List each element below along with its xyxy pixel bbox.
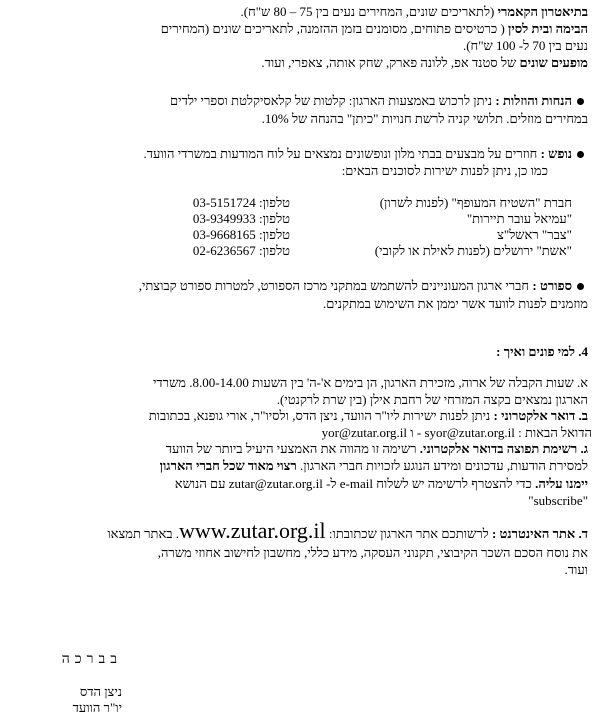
sport-text: חברי ארגון המעוניינים להשתמש במתקני מרכז הספורט, למטרות ספורט קבוצתי, (138, 278, 533, 293)
website-link[interactable]: www.zutar.org.il (179, 518, 326, 543)
section-c-line-1 (4, 441, 588, 457)
sport-line-1 (4, 278, 572, 294)
agency-name: חברת "השטיח המעופף" (לפנות לשרון) (379, 195, 572, 210)
section-a-line-1: א. שעות הקבלה של ארוה, מזכירת הארגון, הן בימים א'-ה' בין השעות 8.00-14.00. משרדי (153, 375, 588, 390)
discounts-label: הנחות והוזלות : (495, 93, 572, 108)
section-b-line-1 (4, 408, 588, 424)
section-c-line-2 (4, 458, 588, 474)
agency-name: "אשת" ירושלים (לפנות לאילת או לקובי) (374, 243, 572, 258)
agency-name: "צבר" ראשל"צ (497, 227, 572, 242)
vacation-line-1 (4, 146, 572, 162)
mailing-list-label: ג. רשימת תפוצה בדואר אלקטרוני. (419, 441, 588, 456)
website-text: לרשותכם אתר הארגון שכתובתו: (325, 526, 492, 541)
intro-line-1 (4, 4, 588, 20)
theater-name: בתיאטרון הקאמרי (497, 4, 588, 19)
mailing-list-text: רשימה זו מהווה את האמצעי היעיל ביותר של הוועד (165, 441, 420, 456)
intro-line-2 (4, 21, 588, 37)
bullet-icon (577, 151, 584, 158)
intro-text: של סטנד אפ, ללונה פארק, שחק אותה, צאפרי, ועוד. (261, 55, 520, 70)
agency-phone: טלפון: 03-5151724 (192, 195, 290, 210)
intro-line-4 (4, 55, 588, 71)
vacation-label: נופש : (540, 146, 572, 161)
agency-phone: טלפון: 03-9349933 (192, 211, 290, 226)
section-c-line-3 (4, 476, 588, 492)
email-text: ניתן לפנות ישירות ליו"ר הוועד, ניצן הדס, ולסיו"ר, אורי גופנא, בכתובות (148, 408, 494, 423)
website-text: . באתר תמצאו (107, 526, 180, 541)
signature-blessing: בברכה (61, 652, 122, 667)
bullet-icon (577, 283, 584, 290)
agency-phone: טלפון: 02-6236567 (192, 243, 290, 258)
mailing-list-text: למסירת הודעות, עדכונים ומידע הנוגע לזכויות חברי הארגון. (300, 458, 588, 473)
vacation-text: חוזרים על מבצעים בבתי מלון ונופשונים נמצאים על לוח המודעות במשרדי הוועד. (143, 146, 541, 161)
signature-name: ניצן הדס (79, 684, 122, 699)
section-4-heading: 4. למי פונים ואיך : (496, 344, 588, 359)
section-b-line-2: הדואל הבאות : syor@zutar.org.il - ו yor@zutar.org.il (321, 425, 592, 440)
discounts-line-2: במחירים מוזלים. תלושי קניה לרשת חנויות "כיתן" בהנחה של 10%. (261, 111, 588, 126)
shows-label: מופעים שונים (519, 55, 588, 70)
website-label: ד. אתר האינטרנט : (491, 526, 588, 541)
theater-name: הבימה ובית לסין (508, 21, 588, 36)
email-label: ב. דואר אלקטרוני : (493, 408, 588, 423)
sport-line-2: מוזמנים לפנות לוועד אשר יממן את השימוש במתקנים. (322, 296, 588, 311)
section-d-line-2: את נוסח הסכם השכר הקיבוצי, תקנוני העסקה, מידע כללי, מחשבון לחישוב אחוזי משרה, (157, 545, 588, 560)
mailing-list-text: כדי להצטרף לרשימה יש לשלוח e-mail ל- zutar@zutar.org.il עם הנושא (174, 476, 536, 491)
vacation-line-2: כמו כן, ניתן לפנות ישירות לסוכנים הבאים: (341, 163, 548, 178)
section-d-line-1 (4, 520, 588, 545)
intro-line-3: נעים בין 70 ל- 100 ש"ח). (462, 38, 588, 53)
intro-text: ( כרטיסים פתוחים, מסומנים בזמן ההזמנה, לתאריכים שונים (המחירים (160, 21, 509, 36)
signature-title: יו"ר הוועד (72, 700, 122, 715)
section-a-line-2: הארגון נמצאים בקצה המזרחי של רחבת אילן (בין שרת לרקנטי). (276, 392, 588, 407)
bullet-icon (577, 98, 584, 105)
section-d-line-3: ועוד. (564, 562, 588, 577)
intro-text: (לתאריכים שונים, המחירים נעים בין 75 – 80 ש"ח). (240, 4, 498, 19)
discounts-text: ניתן לרכוש באמצעות הארגון: קלטות של קלאסיקלטת וספרי ילדים (170, 93, 496, 108)
sport-label: ספורט : (532, 278, 572, 293)
mailing-list-emphasis: יימנו עליה. (535, 476, 588, 491)
mailing-list-emphasis: רצוי מאוד שכל חברי הארגון (159, 458, 300, 473)
agency-phone: טלפון: 03-9668165 (192, 227, 290, 242)
discounts-line-1 (4, 93, 572, 109)
agency-name: "עמיאל עובר תיירות" (466, 211, 572, 226)
section-c-line-4: "subscribe" (528, 493, 588, 508)
